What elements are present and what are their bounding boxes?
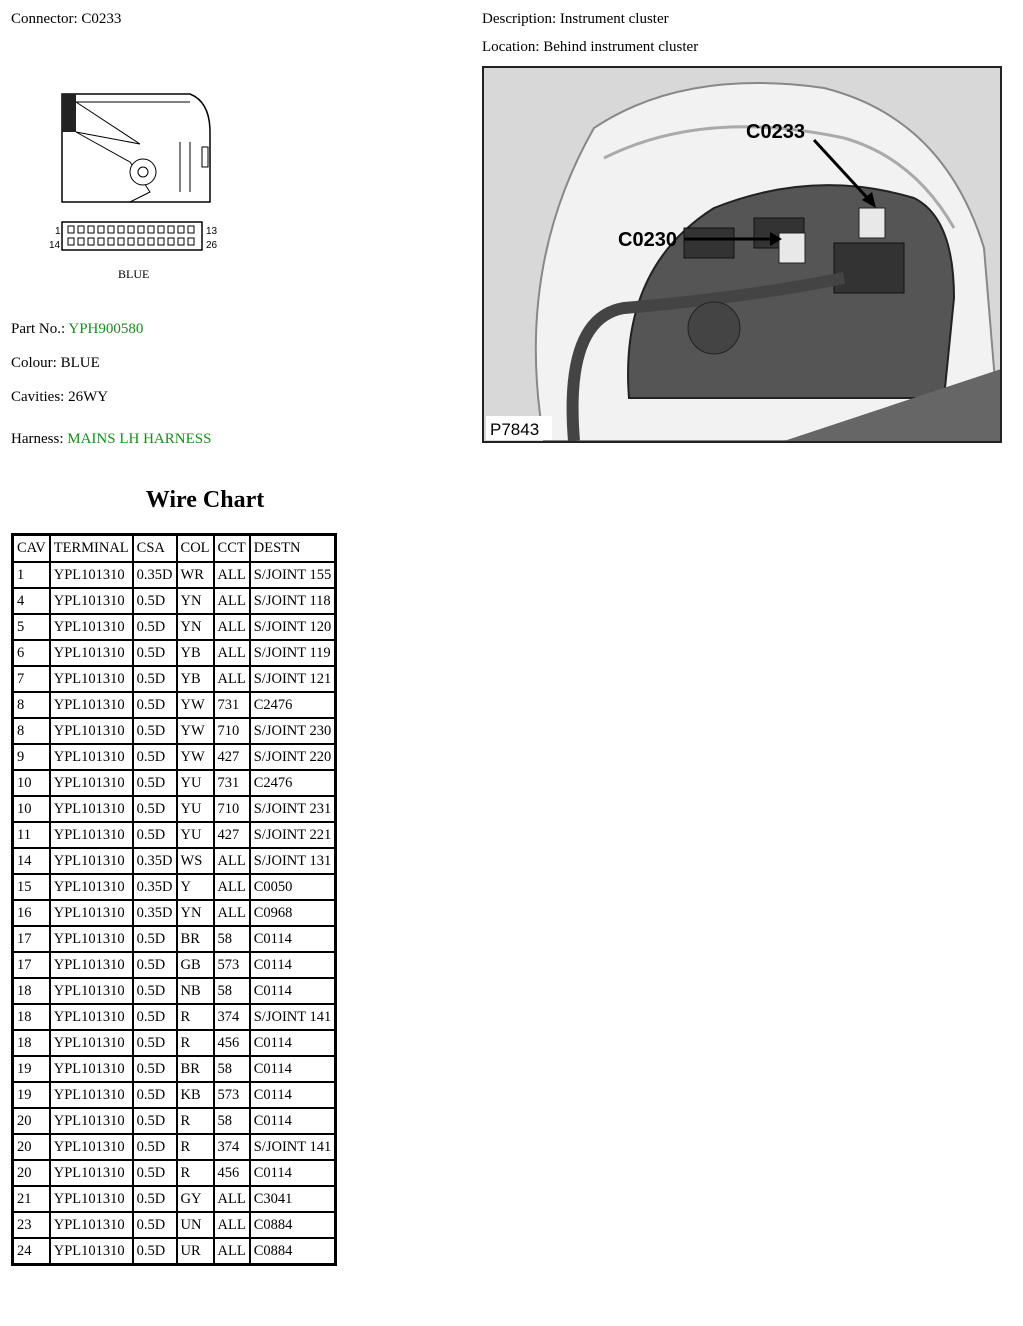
cell-cct: 573 xyxy=(214,1082,250,1108)
cell-cav: 18 xyxy=(13,1004,50,1030)
cell-csa: 0.35D xyxy=(133,562,177,588)
cell-destn: S/JOINT 120 xyxy=(250,614,336,640)
cell-cct: ALL xyxy=(214,1186,250,1212)
cell-cct: 58 xyxy=(214,978,250,1004)
cell-terminal: YPL101310 xyxy=(50,1108,133,1134)
cell-cav: 5 xyxy=(13,614,50,640)
pin-cavity xyxy=(168,226,174,233)
cell-csa: 0.35D xyxy=(133,900,177,926)
table-row xyxy=(13,1134,336,1160)
cell-col: Y xyxy=(177,874,214,900)
cell-col: YN xyxy=(177,588,214,614)
pin-cavity xyxy=(128,238,134,245)
cell-cav: 17 xyxy=(13,926,50,952)
cell-col: NB xyxy=(177,978,214,1004)
cavities-label: Cavities: xyxy=(11,389,65,405)
cell-csa: 0.5D xyxy=(133,588,177,614)
cell-cct: 374 xyxy=(214,1004,250,1030)
cell-terminal: YPL101310 xyxy=(50,1082,133,1108)
cell-destn: S/JOINT 220 xyxy=(250,744,336,770)
cell-col: KB xyxy=(177,1082,214,1108)
cell-cct: 710 xyxy=(214,796,250,822)
cell-destn: C2476 xyxy=(250,692,336,718)
cell-destn: C2476 xyxy=(250,770,336,796)
cell-cav: 10 xyxy=(13,796,50,822)
location-line xyxy=(482,39,698,56)
cell-terminal: YPL101310 xyxy=(50,848,133,874)
table-row xyxy=(13,666,336,692)
cell-cav: 20 xyxy=(13,1160,50,1186)
cell-cct: 731 xyxy=(214,770,250,796)
cell-destn: C0884 xyxy=(250,1238,336,1265)
cell-csa: 0.5D xyxy=(133,614,177,640)
cell-csa: 0.5D xyxy=(133,1004,177,1030)
pin-label-26: 26 xyxy=(206,240,218,251)
instrument-cluster-illustration xyxy=(484,68,1000,441)
cell-cct: 427 xyxy=(214,744,250,770)
cell-terminal: YPL101310 xyxy=(50,718,133,744)
cell-col: UR xyxy=(177,1238,214,1265)
cell-csa: 0.5D xyxy=(133,1160,177,1186)
pin-cavity xyxy=(178,226,184,233)
cell-csa: 0.5D xyxy=(133,1030,177,1056)
cell-col: YW xyxy=(177,718,214,744)
cell-cct: 573 xyxy=(214,952,250,978)
description-value: Instrument cluster xyxy=(559,11,669,27)
cell-cav: 16 xyxy=(13,900,50,926)
cell-terminal: YPL101310 xyxy=(50,874,133,900)
cell-terminal: YPL101310 xyxy=(50,926,133,952)
cell-cct: ALL xyxy=(214,588,250,614)
cell-destn: S/JOINT 221 xyxy=(250,822,336,848)
cell-col: YW xyxy=(177,692,214,718)
cell-csa: 0.5D xyxy=(133,744,177,770)
cell-col: BR xyxy=(177,1056,214,1082)
cell-cav: 1 xyxy=(13,562,50,588)
pin-label-14: 14 xyxy=(49,240,61,251)
harness-link[interactable]: MAINS LH HARNESS xyxy=(67,431,212,447)
cell-cav: 15 xyxy=(13,874,50,900)
cell-destn: S/JOINT 230 xyxy=(250,718,336,744)
colour-value: BLUE xyxy=(60,355,100,371)
cell-cct: ALL xyxy=(214,640,250,666)
cell-terminal: YPL101310 xyxy=(50,1238,133,1265)
pin-cavity xyxy=(88,238,94,245)
connector-heading xyxy=(11,11,121,28)
cell-col: BR xyxy=(177,926,214,952)
cell-cav: 17 xyxy=(13,952,50,978)
pin-cavity xyxy=(68,238,74,245)
cell-csa: 0.35D xyxy=(133,848,177,874)
cell-cav: 21 xyxy=(13,1186,50,1212)
cell-cct: 374 xyxy=(214,1134,250,1160)
cell-cav: 11 xyxy=(13,822,50,848)
location-label: Location: xyxy=(482,39,540,55)
cell-terminal: YPL101310 xyxy=(50,640,133,666)
harness-label: Harness: xyxy=(11,431,64,447)
table-row xyxy=(13,718,336,744)
connector-id: C0233 xyxy=(81,11,122,27)
cell-col: R xyxy=(177,1160,214,1186)
description-label: Description: xyxy=(482,11,557,27)
cell-terminal: YPL101310 xyxy=(50,614,133,640)
pin-cavity xyxy=(158,226,164,233)
description-line xyxy=(482,11,669,28)
figure-reference: P7843 xyxy=(490,420,540,439)
harness-line xyxy=(11,431,211,448)
pin-cavity xyxy=(178,238,184,245)
pin-cavity xyxy=(98,226,104,233)
pin-cavity xyxy=(118,238,124,245)
wire-chart-title: Wire Chart xyxy=(145,487,265,513)
cell-cav: 14 xyxy=(13,848,50,874)
cell-cct: ALL xyxy=(214,1212,250,1238)
wire-chart-table xyxy=(11,533,337,1266)
pin-cavity xyxy=(168,238,174,245)
table-row xyxy=(13,848,336,874)
pin-label-1: 1 xyxy=(55,226,61,237)
cell-destn: S/JOINT 121 xyxy=(250,666,336,692)
table-row xyxy=(13,1030,336,1056)
cell-cct: ALL xyxy=(214,848,250,874)
pin-cavity xyxy=(148,238,154,245)
cell-csa: 0.35D xyxy=(133,874,177,900)
cell-col: GY xyxy=(177,1186,214,1212)
cell-csa: 0.5D xyxy=(133,718,177,744)
pin-cavity xyxy=(158,238,164,245)
cavities-line xyxy=(11,389,108,406)
pin-cavity xyxy=(88,226,94,233)
connector-drawing xyxy=(40,82,240,287)
cell-terminal: YPL101310 xyxy=(50,796,133,822)
cell-destn: S/JOINT 231 xyxy=(250,796,336,822)
cell-cct: 456 xyxy=(214,1160,250,1186)
pin-cavity xyxy=(188,238,194,245)
table-row xyxy=(13,952,336,978)
cell-terminal: YPL101310 xyxy=(50,822,133,848)
pin-cavity xyxy=(138,238,144,245)
cell-destn: C0050 xyxy=(250,874,336,900)
colour-line xyxy=(11,355,100,372)
table-row xyxy=(13,614,336,640)
cell-cct: 456 xyxy=(214,1030,250,1056)
cell-csa: 0.5D xyxy=(133,926,177,952)
cell-cav: 19 xyxy=(13,1082,50,1108)
part-number-line xyxy=(11,321,143,338)
cell-cav: 4 xyxy=(13,588,50,614)
cell-destn: S/JOINT 119 xyxy=(250,640,336,666)
cell-destn: S/JOINT 118 xyxy=(250,588,336,614)
callout-c0230: C0230 xyxy=(618,229,677,251)
column-header-cav: CAV xyxy=(13,535,50,563)
table-row xyxy=(13,1238,336,1265)
column-header-terminal: TERMINAL xyxy=(50,535,133,563)
table-row xyxy=(13,874,336,900)
cell-terminal: YPL101310 xyxy=(50,666,133,692)
table-row xyxy=(13,640,336,666)
cell-csa: 0.5D xyxy=(133,666,177,692)
cell-terminal: YPL101310 xyxy=(50,900,133,926)
pin-cavity xyxy=(108,226,114,233)
table-row xyxy=(13,1056,336,1082)
cell-destn: C0114 xyxy=(250,926,336,952)
pin-cavity xyxy=(188,226,194,233)
table-row xyxy=(13,822,336,848)
location-photo xyxy=(482,66,1002,443)
cell-cav: 6 xyxy=(13,640,50,666)
cell-col: R xyxy=(177,1134,214,1160)
cell-terminal: YPL101310 xyxy=(50,744,133,770)
pin-cavity xyxy=(98,238,104,245)
cell-terminal: YPL101310 xyxy=(50,1212,133,1238)
colour-label: Colour: xyxy=(11,355,57,371)
table-row xyxy=(13,692,336,718)
cell-terminal: YPL101310 xyxy=(50,978,133,1004)
diagram-colour-caption: BLUE xyxy=(118,267,150,281)
cell-col: YU xyxy=(177,770,214,796)
cell-cav: 8 xyxy=(13,692,50,718)
cell-terminal: YPL101310 xyxy=(50,1160,133,1186)
cell-cav: 20 xyxy=(13,1134,50,1160)
cell-csa: 0.5D xyxy=(133,978,177,1004)
cell-col: WS xyxy=(177,848,214,874)
cell-destn: S/JOINT 155 xyxy=(250,562,336,588)
cavities-value: 26WY xyxy=(68,389,109,405)
cell-destn: S/JOINT 141 xyxy=(250,1004,336,1030)
table-row xyxy=(13,926,336,952)
cell-cct: 710 xyxy=(214,718,250,744)
cell-cct: ALL xyxy=(214,874,250,900)
cell-csa: 0.5D xyxy=(133,1108,177,1134)
table-row xyxy=(13,900,336,926)
connector-label: Connector: xyxy=(11,11,78,27)
cell-cav: 7 xyxy=(13,666,50,692)
cell-terminal: YPL101310 xyxy=(50,588,133,614)
cell-col: R xyxy=(177,1108,214,1134)
cell-destn: C0114 xyxy=(250,1056,336,1082)
cell-terminal: YPL101310 xyxy=(50,562,133,588)
cell-destn: C3041 xyxy=(250,1186,336,1212)
cell-terminal: YPL101310 xyxy=(50,1030,133,1056)
cell-cct: 427 xyxy=(214,822,250,848)
cell-csa: 0.5D xyxy=(133,1212,177,1238)
cell-cav: 19 xyxy=(13,1056,50,1082)
pin-cavity xyxy=(78,226,84,233)
cell-col: YN xyxy=(177,900,214,926)
table-row xyxy=(13,978,336,1004)
cell-col: YN xyxy=(177,614,214,640)
cell-cct: ALL xyxy=(214,614,250,640)
cell-cav: 8 xyxy=(13,718,50,744)
cell-cav: 24 xyxy=(13,1238,50,1265)
cell-csa: 0.5D xyxy=(133,1082,177,1108)
column-header-col: COL xyxy=(177,535,214,563)
cell-col: YU xyxy=(177,822,214,848)
cell-cct: 58 xyxy=(214,1056,250,1082)
cell-terminal: YPL101310 xyxy=(50,952,133,978)
cell-cav: 9 xyxy=(13,744,50,770)
cell-destn: C0114 xyxy=(250,952,336,978)
cell-col: YB xyxy=(177,666,214,692)
cell-cct: 58 xyxy=(214,926,250,952)
cell-col: R xyxy=(177,1030,214,1056)
cell-destn: C0114 xyxy=(250,1082,336,1108)
cell-cav: 23 xyxy=(13,1212,50,1238)
pin-label-13: 13 xyxy=(206,226,218,237)
table-row xyxy=(13,770,336,796)
cell-cav: 20 xyxy=(13,1108,50,1134)
cell-destn: S/JOINT 141 xyxy=(250,1134,336,1160)
column-header-csa: CSA xyxy=(133,535,177,563)
cell-cct: ALL xyxy=(214,562,250,588)
cell-col: UN xyxy=(177,1212,214,1238)
part-number-label: Part No.: xyxy=(11,321,66,337)
table-row xyxy=(13,796,336,822)
cell-cav: 18 xyxy=(13,1030,50,1056)
column-header-destn: DESTN xyxy=(250,535,336,563)
pin-cavity xyxy=(148,226,154,233)
cell-col: WR xyxy=(177,562,214,588)
column-header-cct: CCT xyxy=(214,535,250,563)
cell-destn: C0968 xyxy=(250,900,336,926)
location-value: Behind instrument cluster xyxy=(543,39,699,55)
connector-diagram xyxy=(40,82,240,287)
cell-col: R xyxy=(177,1004,214,1030)
table-row xyxy=(13,562,336,588)
table-row xyxy=(13,1082,336,1108)
cell-terminal: YPL101310 xyxy=(50,770,133,796)
cell-destn: C0114 xyxy=(250,1030,336,1056)
cell-cct: ALL xyxy=(214,900,250,926)
cell-destn: S/JOINT 131 xyxy=(250,848,336,874)
table-row xyxy=(13,744,336,770)
table-row xyxy=(13,1004,336,1030)
cell-csa: 0.5D xyxy=(133,1186,177,1212)
cell-csa: 0.5D xyxy=(133,770,177,796)
cell-terminal: YPL101310 xyxy=(50,1186,133,1212)
table-row xyxy=(13,1212,336,1238)
callout-c0233: C0233 xyxy=(746,121,805,143)
pin-cavity xyxy=(128,226,134,233)
cell-cct: 58 xyxy=(214,1108,250,1134)
cell-csa: 0.5D xyxy=(133,952,177,978)
cell-cav: 10 xyxy=(13,770,50,796)
cell-terminal: YPL101310 xyxy=(50,692,133,718)
pin-cavity xyxy=(68,226,74,233)
cell-col: YB xyxy=(177,640,214,666)
table-row xyxy=(13,1108,336,1134)
cell-col: YU xyxy=(177,796,214,822)
pin-cavity xyxy=(118,226,124,233)
cell-csa: 0.5D xyxy=(133,1134,177,1160)
table-header-row xyxy=(13,535,336,563)
cell-cct: ALL xyxy=(214,666,250,692)
cell-terminal: YPL101310 xyxy=(50,1134,133,1160)
pin-cavity xyxy=(138,226,144,233)
cell-csa: 0.5D xyxy=(133,796,177,822)
table-row xyxy=(13,1160,336,1186)
cell-destn: C0114 xyxy=(250,1160,336,1186)
cell-terminal: YPL101310 xyxy=(50,1004,133,1030)
cell-col: GB xyxy=(177,952,214,978)
cell-cav: 18 xyxy=(13,978,50,1004)
cell-csa: 0.5D xyxy=(133,1238,177,1265)
cell-col: YW xyxy=(177,744,214,770)
table-row xyxy=(13,588,336,614)
cell-destn: C0114 xyxy=(250,978,336,1004)
cell-cct: 731 xyxy=(214,692,250,718)
cell-destn: C0884 xyxy=(250,1212,336,1238)
table-row xyxy=(13,1186,336,1212)
pin-cavity xyxy=(78,238,84,245)
cell-csa: 0.5D xyxy=(133,1056,177,1082)
cell-csa: 0.5D xyxy=(133,822,177,848)
cell-cct: ALL xyxy=(214,1238,250,1265)
cell-destn: C0114 xyxy=(250,1108,336,1134)
cell-csa: 0.5D xyxy=(133,692,177,718)
part-number-link[interactable]: YPH900580 xyxy=(68,321,144,337)
cell-csa: 0.5D xyxy=(133,640,177,666)
cell-terminal: YPL101310 xyxy=(50,1056,133,1082)
pin-cavity xyxy=(108,238,114,245)
